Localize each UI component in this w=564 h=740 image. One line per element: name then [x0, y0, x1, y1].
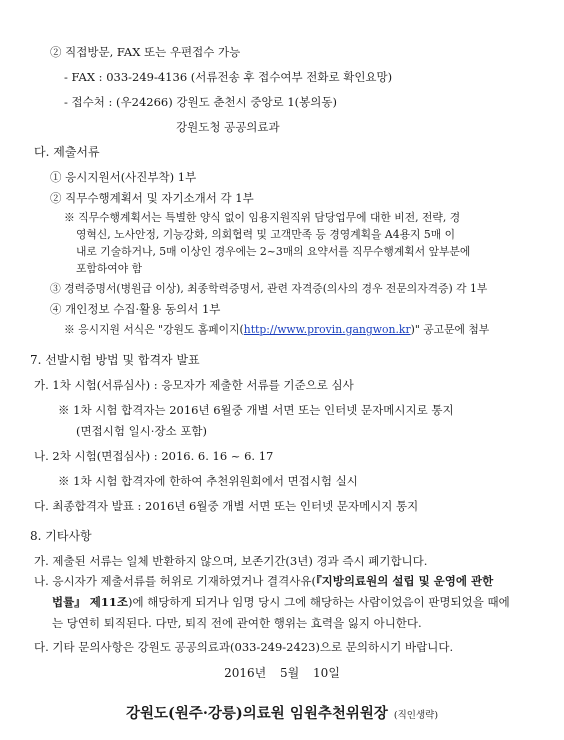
item-text: 개인정보 수집·활용 동의서 1부	[65, 302, 221, 316]
item-marker: ④	[50, 302, 62, 316]
document-item	[50, 191, 254, 205]
law-reference: 『지방의료원의 설립 및 운영에 관한	[315, 574, 494, 588]
homepage-link[interactable]: http://www.provin.gangwon.kr	[243, 323, 411, 336]
form-note	[64, 323, 489, 337]
item-text: 응시지원서(사진부착) 1부	[65, 170, 197, 184]
text-span: 는 당연히 퇴직된다. 다만, 퇴직 전에 관여한 행위는 효력을 잃지 아니한다.	[52, 616, 422, 630]
plan-note-line: ※ 직무수행계획서는 특별한 양식 없이 임용지원직위 담당업무에 대한 비전, 전략, 경	[64, 211, 461, 224]
document-item	[50, 302, 220, 316]
plan-note-line: 영혁신, 노사안정, 기능강화, 의회협력 및 고객만족 등 경영계획을 A4용지 5매 이	[76, 228, 456, 241]
address-line: - 접수처 : (우24266) 강원도 춘천시 중앙로 1(봉의동)	[64, 95, 337, 109]
inquiry-note: 다. 기타 문의사항은 강원도 공공의료과(033-249-2423)으로 문의하시기 바랍니다.	[34, 640, 454, 654]
subsection-marker: 다.	[34, 145, 50, 159]
item-marker: ①	[50, 170, 62, 184]
signatory-title: 강원도(원주·강릉)의료원 임원추천위원장	[125, 705, 388, 722]
plan-note-line: 포함하여야 함	[76, 262, 143, 275]
first-exam: 가. 1차 시험(서류심사) : 응모자가 제출한 서류를 기준으로 심사	[34, 378, 354, 392]
document-item	[50, 282, 487, 296]
first-exam-note: ※ 1차 시험 합격자는 2016년 6월중 개별 서면 또는 인터넷 문자메시지로 통지	[58, 403, 454, 417]
first-exam-note-detail: (면접시험 일시·장소 포함)	[76, 424, 208, 438]
announcement-date: 2016년 5월 10일	[224, 666, 340, 680]
disqualification-note-line	[34, 574, 493, 588]
document-item	[50, 170, 196, 184]
document-return-note: 가. 제출된 서류는 일체 반환하지 않으며, 보존기간(3년) 경과 즉시 폐기합니다.	[34, 554, 428, 568]
text-span: 나. 응시자가 제출서류를 허위로 기재하였거나 결격사유(	[34, 574, 316, 588]
section-heading: 7. 선발시험 방법 및 합격자 발표	[30, 353, 200, 367]
second-exam: 나. 2차 시험(면접심사) : 2016. 6. 16 ~ 6. 17	[34, 449, 274, 463]
text-span: )에 해당하게 되거나 임명 당시 그에 해당하는 사람이었음이 판명되었을 때에	[127, 595, 510, 609]
second-exam-note: ※ 1차 시험 합격자에 한하여 추천위원회에서 면접시험 실시	[58, 474, 358, 488]
section-heading: 8. 기타사항	[30, 529, 92, 543]
item-text: 직접방문, FAX 또는 우편접수 가능	[65, 45, 241, 59]
item-text: 경력증명서(병원급 이상), 최종학력증명서, 관련 자격증(의사의 경우 전문의자격증) 각 1부	[64, 282, 488, 295]
subsection-documents	[34, 145, 100, 159]
plan-note-line: 내로 기술하거나, 5매 이상인 경우에는 2~3매의 요약서를 직무수행계획서 앞부분에	[76, 245, 471, 258]
item-marker: ③	[50, 282, 61, 295]
signature-block	[0, 702, 564, 723]
item-marker: ②	[50, 45, 62, 59]
seal-note: (직인생략)	[393, 710, 439, 721]
department-line: 강원도청 공공의료과	[176, 120, 280, 134]
fax-line: - FAX : 033-249-4136 (서류전송 후 접수여부 전화로 확인요망)	[64, 70, 393, 84]
disqualification-note-line	[52, 616, 422, 630]
item-marker: ②	[50, 191, 62, 205]
disqualification-note-line	[52, 595, 510, 609]
final-announcement: 다. 최종합격자 발표 : 2016년 6월중 개별 서면 또는 인터넷 문자메시지 통지	[34, 499, 419, 513]
form-note-before: ※ 응시지원 서식은 "강원도 홈페이지(	[64, 323, 244, 336]
item-text: 직무수행계획서 및 자기소개서 각 1부	[65, 191, 254, 205]
form-note-after: )" 공고문에 첨부	[410, 323, 490, 336]
law-reference: 법률』 제11조	[52, 595, 128, 609]
submission-method	[50, 45, 240, 59]
subsection-title: 제출서류	[53, 145, 100, 159]
